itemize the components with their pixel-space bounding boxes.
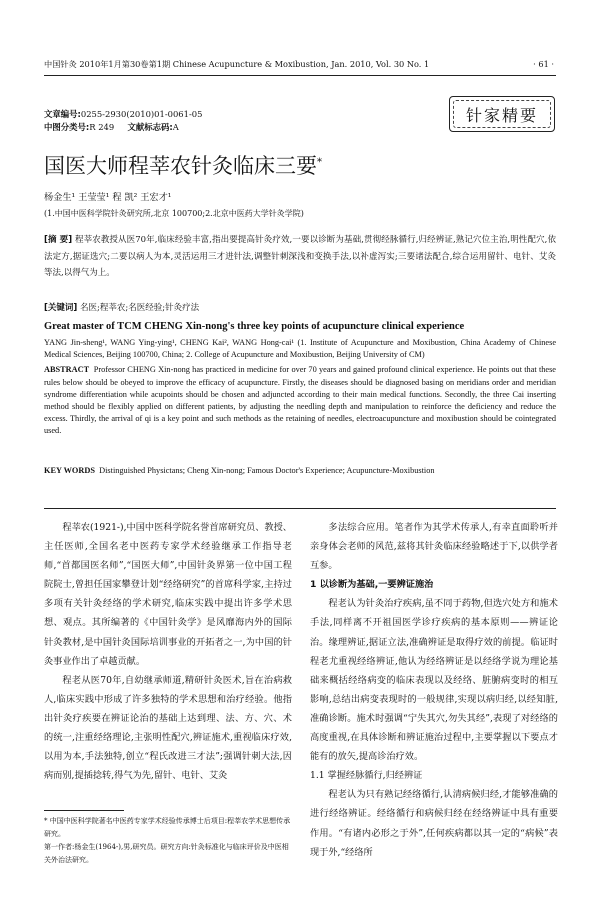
footnote-funding: * 中国中医科学院著名中医药专家学术经验传承博士后项目:程莘农学术思想传承研究。 <box>44 817 291 838</box>
english-keywords <box>44 465 556 477</box>
clc-label: 中图分类号: <box>44 122 90 132</box>
doc-code-label: 文献标志码: <box>127 122 173 132</box>
english-title: Great master of TCM CHENG Xin-nong's three key points of acupuncture clinical experience <box>44 321 465 332</box>
body-paragraph: 程莘农(1921-),中国中医科学院名誉首席研究员、教授、主任医师,全国名老中医药专家学术经验继承工作指导老师,“首都国医名师”,“国医大师”,中国针灸界第一位中国工程院院士,曾担任国家攀登计划“经络研究”的首席科学家,主持过多项有关针灸经络的学术研究,临床实践中提出许多学术思想、观点。其所编著的《中国针灸学》是风靡海内外的国际针灸教材,是中国针灸国际培训事业的开拓者之一,为中国的针灸事业作出了卓越贡献。 <box>44 522 292 667</box>
column-badge-text: 针家精要 <box>453 100 551 128</box>
article-no: 0255-2930(2010)01-0061-05 <box>80 109 203 119</box>
body-column-right <box>310 518 558 862</box>
english-authors: YANG Jin-sheng¹, WANG Ying-ying¹, CHENG Kai², WANG Hong-cai¹ (1. Institute of Acupuncture and Moxibustion, China Academy of Chinese Medical Sciences, Beijing 100700, China; 2. College of Acupuncture and Moxibustion, Beijing University of CM) <box>44 338 556 360</box>
header-rule <box>44 75 556 76</box>
keywords-label: [关键词] <box>44 303 78 313</box>
abstract-rule <box>44 508 556 509</box>
title-footnote-mark: * <box>317 157 322 168</box>
english-keywords-text: Distinguished Physictans; Cheng Xin-nong; Famous Doctor's Experience; Acupuncture-Moxibustion <box>99 466 435 475</box>
body-column-left <box>44 518 292 785</box>
section-heading: 1 以诊断为基础,一要辨证施治 <box>310 579 434 591</box>
footnotes <box>44 815 292 867</box>
body-paragraph: 程老从医70年,自幼继承师道,精研针灸医术,旨在治病救人,临床实践中形成了许多独特的学术思想和治疗经验。他指出针灸疗疾要在辨证论治的基础上达到理、法、方、穴、术的统一,注重经络理论,主张明性配穴,辨证施术,重视临床疗效,以用为本,手法独特,创立“程氏改进三才法”;强调针刺大法,因病而别,提插捻转,得气为先,留针、电针、艾灸 <box>44 674 292 782</box>
english-abstract-block <box>44 337 556 438</box>
article-meta <box>44 108 202 134</box>
journal-citation: 中国针灸 2010年1月第30卷第1期 Chinese Acupuncture & Moxibustion, Jan. 2010, Vol. 30 No. 1 <box>44 59 430 69</box>
body-paragraph: 程老认为针灸治疗疾病,虽不同于药物,但选穴处方和施术手法,同样离不开祖国医学诊疗疾病的基本原则——辨证论治。缘理辨证,据证立法,准确辨证是取得疗效的前提。临证时程老尤重视经络辨证,他认为经络辨证是以经络学说为理论基础来概括经络病变的临床表现以及经络、脏腑病变时的相互影响,总结出病变表现时的一般规律,实现以病归经,以经知脏,准确诊断。施术时强调“宁失其穴,勿失其经”,表现了对经络的高度重视,在具体诊断和辨证施治过程中,主要掌握以下要点才能有的放矢,提高诊治疗效。 <box>310 598 558 763</box>
footnote-rule <box>44 810 124 811</box>
english-abstract-label: ABSTRACT <box>44 365 90 375</box>
running-header <box>44 56 554 72</box>
article-title <box>44 150 322 180</box>
clc-code: R 249 <box>89 122 115 132</box>
body-paragraph: 多法综合应用。笔者作为其学术传承人,有幸直面聆听并亲身体会老师的风范,兹将其针灸临床经验略述于下,以供学者互参。 <box>310 522 558 572</box>
footnote-author: 第一作者:杨金生(1964-),男,研究员。研究方向:针灸标准化与临床评价及中医相关外治法研究。 <box>44 843 289 864</box>
doc-code: A <box>172 122 179 132</box>
chinese-abstract <box>44 232 556 282</box>
chinese-keywords <box>44 301 199 313</box>
page-number: · 61 · <box>533 59 554 69</box>
column-badge <box>449 96 555 132</box>
english-keywords-label: KEY WORDS <box>44 466 95 475</box>
abstract-label: [摘 要] <box>44 235 73 245</box>
article-no-label: 文章编号: <box>44 109 81 119</box>
english-abstract-text: Professor CHENG Xin-nong has practiced in medicine for over 70 years and gained profound clinical experience. He points out that these rules below should be obeyed to improve the efficacy of acupuncture. Firstly, the diseases should be diagnosed basing on meridians order and meridian syndrome differentiation while acupoints should be chosen and adjuncted according to their main medical functions. Secondly, the three Cai inserting method should be flexibly applied on different patients, by adjusting the needling depth and manipulation to reinforce the deficiency and reduce the excess. Thirdly, the arrival of qi is a key point and such methods as the retaining of needles, electroacupuncture and moxibustion should be cointegrated used. <box>44 365 556 436</box>
keywords-text: 名医;程莘农;名医经验;针灸疗法 <box>79 303 200 313</box>
body-paragraph: 程老认为只有熟记经络循行,认清病候归经,才能够准确的进行经络辨证。经络循行和病候归经在经络辨证中具有重要作用。“有诸内必形之于外”,任何疾病都以其一定的“病候”表现于外,“经络所 <box>310 789 558 858</box>
abstract-text: 程莘农教授从医70年,临床经验丰富,指出要提高针灸疗效,一要以诊断为基础,贯彻经脉循行,归经辨证,熟记穴位主治,明性配穴,依法定方,据证选穴;二要以病人为本,灵活运用三才进针法,调整针刺深浅和变换手法,以补虚泻实;三要诸法配合,综合运用留针、电针、艾灸等法,以得气为上。 <box>44 235 556 278</box>
affiliation: (1.中国中医科学院针灸研究所,北京 100700;2.北京中医药大学针灸学院) <box>44 209 304 218</box>
author-list: 杨金生¹ 王莹莹¹ 程 凯² 王宏才¹ <box>44 192 172 203</box>
title-text: 国医大师程莘农针灸临床三要 <box>44 154 317 178</box>
subsection-heading: 1.1 掌握经脉循行,归经辨证 <box>310 770 423 782</box>
